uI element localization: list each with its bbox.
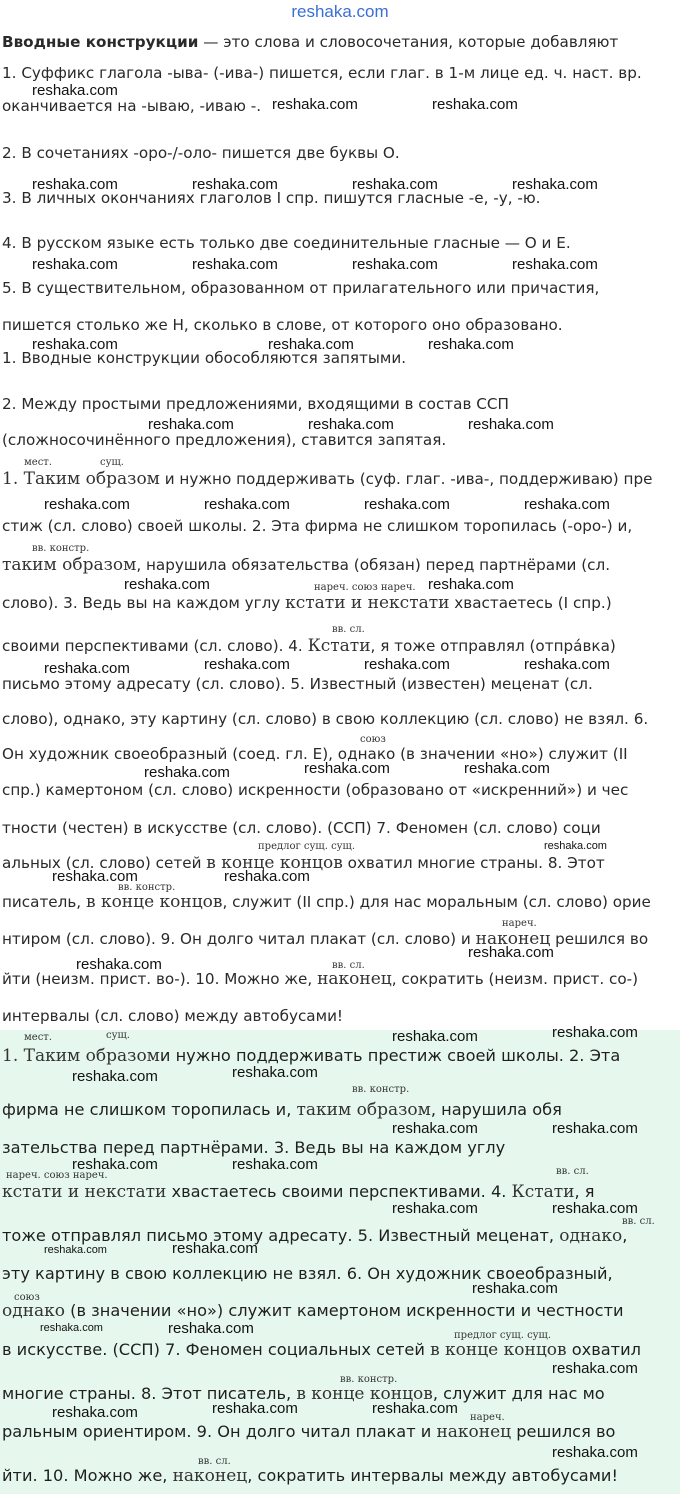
watermark: reshaka.com (468, 416, 554, 433)
watermark: reshaka.com (352, 256, 438, 273)
watermark: reshaka.com (512, 256, 598, 273)
analysis-text: своими перспективами (сл. слово). 4. (2, 637, 308, 655)
watermark: reshaka.com (552, 1120, 638, 1137)
watermark: reshaka.com (76, 956, 162, 973)
handwritten-word: наконец (475, 929, 551, 949)
watermark: reshaka.com (32, 256, 118, 273)
annotation-label: предлог сущ. сущ. (454, 1330, 552, 1341)
final-text: охватил (566, 1340, 641, 1359)
analysis-line: тности (честен) в искусстве (сл. слово). (ССП) 7. Феномен (сл. слово) соци (2, 819, 601, 837)
rule-line: 1. Вводные конструкции обособляются запятыми. (2, 349, 407, 367)
annotation-label: предлог сущ. сущ. (258, 841, 356, 852)
watermark: reshaka.com (192, 256, 278, 273)
watermark: reshaka.com (552, 1200, 638, 1217)
watermark: reshaka.com (552, 1444, 638, 1461)
watermark: reshaka.com (428, 336, 514, 353)
analysis-line: письмо этому адресату (сл. слово). 5. Известный (известен) меценат (сл. (2, 675, 593, 693)
watermark: reshaka.com (32, 336, 118, 353)
final-text: , служит для нас мо (432, 1384, 605, 1403)
handwritten-word: 1. Таким образом (2, 1046, 160, 1066)
final-line (2, 1466, 618, 1486)
watermark: reshaka.com (544, 840, 607, 852)
handwritten-word: кстати и некстати (2, 1182, 167, 1202)
watermark: reshaka.com (44, 660, 130, 677)
analysis-text: нтиром (сл. слово). 9. Он долго читал плакат (сл. слово) и (2, 930, 476, 948)
rule-line: 2. Между простыми предложениями, входящими в состав ССП (2, 395, 509, 413)
final-line (2, 1226, 627, 1246)
annotation-label: сущ. (106, 1030, 130, 1041)
analysis-text: , сократить (неизм. прист. со-) (391, 970, 639, 988)
final-text: (в значении «но») служит камертоном искренности и честности (65, 1301, 624, 1320)
watermark: reshaka.com (32, 176, 118, 193)
handwritten-word: однако (2, 1301, 66, 1321)
final-text: , сократить интервалы между автобусами! (247, 1466, 618, 1485)
watermark: reshaka.com (392, 1028, 478, 1045)
watermark: reshaka.com (72, 1068, 158, 1085)
watermark: reshaka.com (304, 760, 390, 777)
rule-line: 1. Суффикс глагола -ыва- (-ива-) пишется, если глаг. в 1-м лице ед. ч. наст. вр. (2, 64, 642, 82)
annotation-label: вв. сл. (556, 1166, 589, 1177)
handwritten-word: наконец (317, 969, 392, 989)
handwritten-word: в конце концов (296, 1384, 433, 1404)
annotation-label: вв. констр. (352, 1084, 410, 1095)
intro-rest: — это слова и словосочетания, которые добавляют (198, 33, 619, 51)
intro-line (2, 32, 618, 52)
analysis-text: слово). 3. Ведь вы на каждом углу (2, 594, 286, 612)
handwritten-word: таким образом (2, 555, 137, 575)
rule-line: 2. В сочетаниях -оро-/-оло- пишется две буквы О. (2, 144, 400, 162)
handwritten-word: кстати и некстати (285, 593, 450, 613)
analysis-line (2, 892, 651, 912)
annotation-label: мест. (24, 457, 53, 468)
watermark: reshaka.com (232, 1156, 318, 1173)
final-line (2, 1182, 595, 1202)
final-line: зательства перед партнёрами. 3. Ведь вы на каждом углу (2, 1138, 506, 1157)
handwritten-word: наконец (172, 1466, 248, 1486)
analysis-line: Он художник своеобразный (соед. гл. Е), однако (в значении «но») служит (II (2, 745, 628, 763)
final-text: в искусстве. (ССП) 7. Феномен социальных сетей (2, 1340, 431, 1359)
analysis-text: охватил многие страны. 8. Этот (342, 854, 605, 872)
annotation-label: союз (14, 1292, 40, 1303)
rule-line: 4. В русском языке есть только две соединительные гласные — О и Е. (2, 234, 571, 252)
annotation-label: вв. констр. (32, 543, 90, 554)
analysis-line: стиж (сл. слово) своей школы. 2. Эта фирма не слишком торопилась (-оро-) и, (2, 517, 633, 535)
analysis-line (2, 469, 652, 489)
watermark: reshaka.com (204, 656, 290, 673)
annotation-label: мест. (24, 1032, 53, 1043)
handwritten-word: наконец (436, 1422, 512, 1442)
analysis-text: , я тоже отправлял (отпрáвка) (370, 637, 616, 655)
final-line (2, 1422, 615, 1442)
site-title[interactable]: reshaka.com (291, 2, 389, 21)
watermark: reshaka.com (204, 496, 290, 513)
watermark: reshaka.com (192, 176, 278, 193)
handwritten-word: в конце концов (206, 853, 343, 873)
final-text: решился во (511, 1422, 616, 1441)
final-line (2, 1340, 641, 1360)
analysis-line: интервалы (сл. слово) между автобусами! (2, 1007, 344, 1025)
watermark: reshaka.com (168, 1320, 254, 1337)
annotation-label: вв. констр. (118, 882, 176, 893)
watermark: reshaka.com (364, 656, 450, 673)
watermark: reshaka.com (272, 96, 358, 113)
watermark: reshaka.com (232, 1064, 318, 1081)
final-line (2, 1301, 624, 1321)
handwritten-word: в конце концов (85, 892, 223, 912)
watermark: reshaka.com (512, 176, 598, 193)
watermark: reshaka.com (468, 944, 554, 961)
analysis-text: альных (сл. слово) сетей (2, 854, 207, 872)
watermark: reshaka.com (432, 96, 518, 113)
watermark: reshaka.com (32, 82, 118, 99)
watermark: reshaka.com (268, 336, 354, 353)
final-text: фирма не слишком торопилась и, (2, 1100, 297, 1119)
watermark: reshaka.com (224, 868, 310, 885)
final-text: хвастаетесь своими перспективами. 4. (166, 1182, 512, 1201)
final-line (2, 1046, 620, 1066)
analysis-line (2, 636, 616, 656)
final-line (2, 1100, 562, 1120)
watermark: reshaka.com (372, 1400, 458, 1417)
analysis-text: хвастаетесь (I спр.) (449, 594, 612, 612)
annotation-label: вв. сл. (198, 1456, 231, 1467)
analysis-text: решился во (550, 930, 649, 948)
final-line (2, 1384, 605, 1404)
analysis-text: и нужно поддерживать (суф. глаг. -ива-, поддерживаю) пре (159, 470, 653, 488)
final-text: , нарушила обя (430, 1100, 562, 1119)
watermark: reshaka.com (552, 1360, 638, 1377)
watermark: reshaka.com (524, 656, 610, 673)
final-line: эту картину в свою коллекцию не взял. 6. Он художник своеобразный, (2, 1264, 613, 1283)
annotation-label: нареч. (502, 918, 537, 929)
final-text: , (622, 1226, 628, 1245)
rule-line: 3. В личных окончаниях глаголов I спр. пишутся гласные -е, -у, -ю. (2, 189, 541, 207)
watermark: reshaka.com (172, 1240, 258, 1257)
annotation-label: вв. сл. (332, 960, 365, 971)
analysis-text: , служит (II спр.) для нас моральным (сл. слово) орие (222, 893, 651, 911)
analysis-line (2, 593, 612, 613)
final-text: и нужно поддерживать престиж своей школы. 2. Эта (159, 1046, 621, 1065)
handwritten-word: в конце концов (430, 1340, 567, 1360)
annotation-label: вв. сл. (332, 624, 365, 635)
rule-line: пишется столько же Н, сколько в слове, от которого оно образовано. (2, 316, 563, 334)
annotation-label: союз (360, 734, 386, 745)
final-text: , я (574, 1182, 595, 1201)
annotation-label: нареч. союз нареч. (314, 582, 416, 593)
watermark: reshaka.com (524, 496, 610, 513)
watermark: reshaka.com (392, 1120, 478, 1137)
analysis-text: йти (неизм. прист. во-). 10. Можно же, (2, 970, 318, 988)
watermark: reshaka.com (148, 416, 234, 433)
watermark: reshaka.com (44, 496, 130, 513)
watermark: reshaka.com (44, 1244, 107, 1256)
analysis-line: слово), однако, эту картину (сл. слово) в свою коллекцию (сл. слово) не взял. 6. (2, 710, 649, 728)
final-text: йти. 10. Можно же, (2, 1466, 173, 1485)
handwritten-word: Кстати (307, 636, 371, 656)
intro-bold: Вводные конструкции (2, 33, 199, 51)
watermark: reshaka.com (52, 868, 138, 885)
watermark: reshaka.com (72, 1156, 158, 1173)
annotation-label: вв. сл. (622, 1216, 655, 1227)
analysis-text: , нарушила обязательства (обязан) перед партнёрами (сл. (136, 556, 611, 574)
watermark: reshaka.com (144, 764, 230, 781)
watermark: reshaka.com (364, 496, 450, 513)
annotation-label: вв. констр. (340, 1374, 398, 1385)
analysis-line: спр.) камертоном (сл. слово) искренности (образовано от «искренний») и чес (2, 781, 629, 799)
watermark: reshaka.com (124, 576, 210, 593)
rule-line: (сложносочинённого предложения), ставится запятая. (2, 431, 447, 449)
handwritten-word: 1. Таким образом (2, 469, 160, 489)
watermark: reshaka.com (52, 1404, 138, 1421)
watermark: reshaka.com (308, 416, 394, 433)
final-text: тоже отправлял письмо этому адресату. 5. Известный меценат, (2, 1226, 560, 1245)
analysis-text: писатель, (2, 893, 86, 911)
rule-line: оканчивается на -ываю, -иваю -. (2, 97, 262, 115)
annotation-label: сущ. (100, 457, 124, 468)
handwritten-word: однако (559, 1226, 623, 1246)
watermark: reshaka.com (392, 1200, 478, 1217)
final-text: многие страны. 8. Этот писатель, (2, 1384, 297, 1403)
handwritten-word: таким образом (296, 1100, 431, 1120)
analysis-line (2, 555, 610, 575)
watermark: reshaka.com (552, 1024, 638, 1041)
rule-line: 5. В существительном, образованном от прилагательного или причастия, (2, 279, 600, 297)
annotation-label: нареч. союз нареч. (6, 1170, 108, 1181)
watermark: reshaka.com (352, 176, 438, 193)
watermark: reshaka.com (464, 760, 550, 777)
handwritten-word: Кстати (511, 1182, 575, 1202)
annotation-label: нареч. (470, 1412, 505, 1423)
watermark: reshaka.com (472, 1280, 558, 1297)
watermark: reshaka.com (428, 576, 514, 593)
watermark: reshaka.com (212, 1400, 298, 1417)
watermark: reshaka.com (40, 1322, 103, 1334)
final-text: ральным ориентиром. 9. Он долго читал плакат и (2, 1422, 437, 1441)
